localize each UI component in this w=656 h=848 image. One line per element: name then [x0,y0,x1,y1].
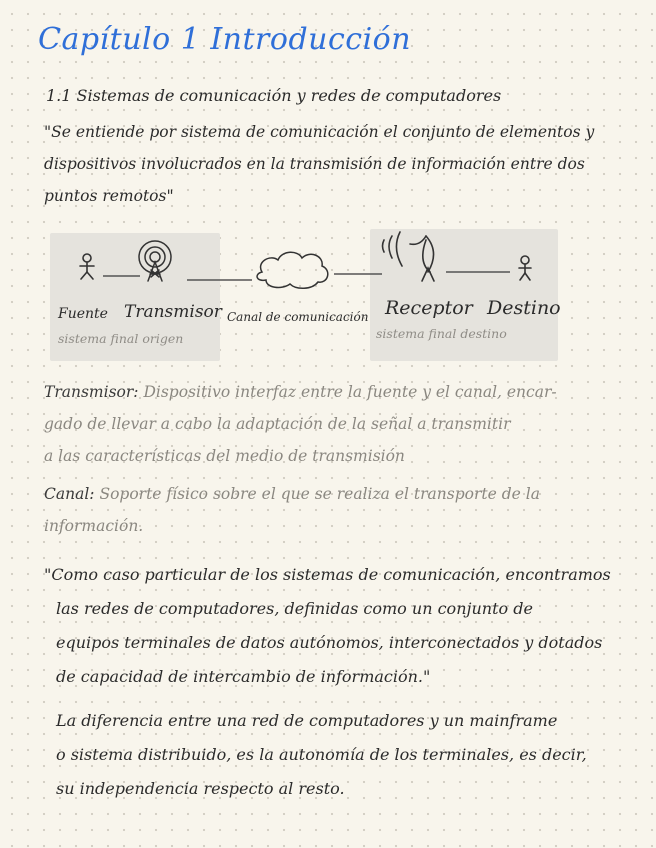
definition-term: Canal: [44,485,95,503]
quote-line: "Como caso particular de los sistemas de comunicación, encontramos [44,565,611,584]
networks-quote [44,558,614,694]
label-fuente: Fuente [58,306,108,322]
paragraph-line: su independencia respecto al resto. [56,779,345,798]
definition-line [44,376,614,408]
difference-paragraph [44,704,614,806]
definition-line: gado de llevar a cabo la adaptación de la señal a transmitir [44,415,511,433]
destination-system-box [370,229,558,361]
quote-line: puntos remotos" [44,187,174,205]
definition-line: a las características del medio de transmisión [44,447,405,465]
definition-text: Dispositivo interfaz entre la fuente y el canal, encar- [143,383,557,401]
transmisor-definition [44,376,614,472]
cloud-icon [257,252,328,288]
label-destino: Destino [487,297,561,319]
chapter-title: Capítulo 1 Introducción [38,22,412,57]
label-sistema-origen: sistema final origen [58,331,184,346]
label-receptor: Receptor [385,297,473,319]
canal-definition [44,478,614,542]
label-canal: Canal de comunicación [227,310,369,324]
paragraph-line: La diferencia entre una red de computadores y un mainframe [56,711,558,730]
quote-line: equipos terminales de datos autónomos, interconectados y dotados [56,633,603,652]
definition-line: información. [44,517,144,535]
definition-quote [44,116,614,212]
paragraph-line: o sistema distribuido, es la autonomía de los terminales, es decir, [56,745,587,764]
quote-line: las redes de computadores, definidas como un conjunto de [56,599,533,618]
quote-line: "Se entiende por sistema de comunicación el conjunto de elementos y [44,123,595,141]
definition-term: Transmisor: [44,383,139,401]
quote-line: dispositivos involucrados en la transmisión de información entre dos [44,155,585,173]
definition-line [44,478,614,510]
label-sistema-destino: sistema final destino [376,326,507,341]
label-transmisor: Transmisor [124,302,222,322]
definition-text: Soporte físico sobre el que se realiza el transporte de la [99,485,540,503]
quote-line: de capacidad de intercambio de información." [56,667,431,686]
section-heading: 1.1 Sistemas de comunicación y redes de computadores [46,86,502,105]
